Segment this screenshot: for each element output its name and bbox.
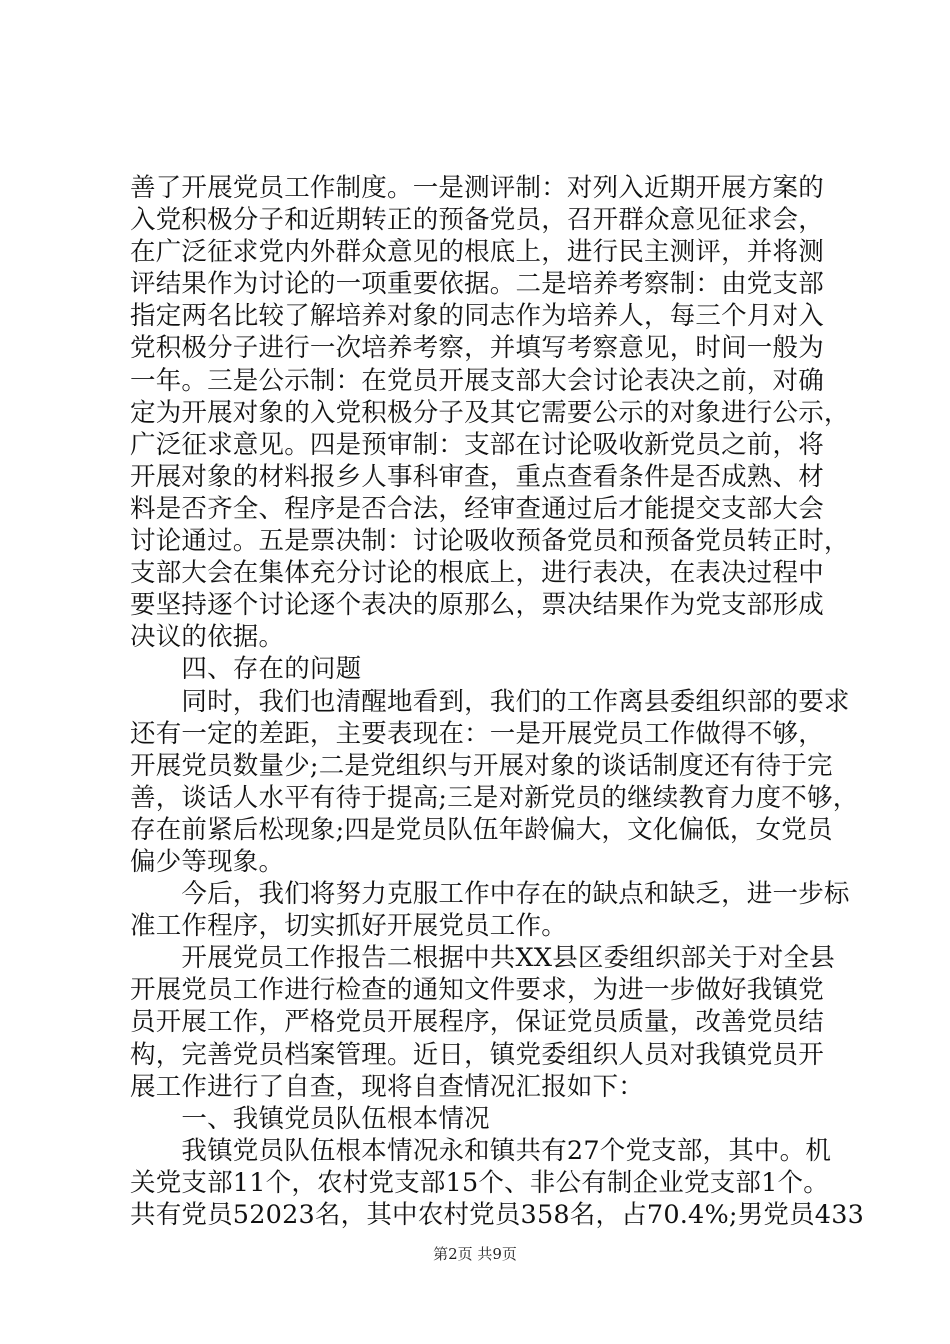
document-body [130, 172, 865, 1231]
text-line: 存在前紧后松现象;四是党员队伍年龄偏大，文化偏低，女党员 [130, 814, 833, 845]
text-line: 一年。三是公示制：在党员开展支部大会讨论表决之前，对确 [130, 365, 824, 396]
text-line: 偏少等现象。 [130, 846, 285, 877]
text-line: 今后，我们将努力克服工作中存在的缺点和缺乏，进一步标 [130, 879, 850, 910]
text-line: 善了开展党员工作制度。一是测评制：对列入近期开展方案的 [130, 173, 824, 203]
text-line: 定为开展对象的入党积极分子及其它需要公示的对象进行公示， [130, 397, 850, 428]
text-line: 入党积极分子和近期转正的预备党员，召开群众意见征求会， [130, 205, 824, 236]
text-line: 党积极分子进行一次培养考察，并填写考察意见，时间一般为 [130, 333, 824, 364]
text-line: 指定两名比较了解培养对象的同志作为培养人，每三个月对入 [130, 301, 824, 332]
text-line: 开展党员工作报告二根据中共XX县区委组织部关于对全县 [130, 943, 835, 974]
text-line: 善，谈话人水平有待于提高;三是对新党员的继续教育力度不够， [130, 782, 859, 813]
text-line: 在广泛征求党内外群众意见的根底上，进行民主测评，并将测 [130, 237, 824, 268]
text-line: 关党支部11个，农村党支部15个、非公有制企业党支部1个。 [130, 1167, 829, 1198]
text-line: 讨论通过。五是票决制：讨论吸收预备党员和预备党员转正时， [130, 526, 850, 557]
text-line: 同时，我们也清醒地看到，我们的工作离县委组织部的要求 [130, 686, 850, 717]
text-line: 员开展工作，严格党员开展程序，保证党员质量，改善党员结 [130, 1007, 824, 1038]
text-line: 还有一定的差距，主要表现在：一是开展党员工作做得不够， [130, 718, 824, 749]
section-heading: 四、存在的问题 [130, 654, 362, 685]
text-line: 评结果作为讨论的一项重要依据。二是培养考察制：由党支部 [130, 269, 824, 300]
text-line: 开展党员工作进行检查的通知文件要求，为进一步做好我镇党 [130, 975, 824, 1006]
text-line: 共有党员52023名，其中农村党员358名，占70.4%;男党员433 [130, 1200, 865, 1230]
text-line: 我镇党员队伍根本情况永和镇共有27个党支部，其中。机 [130, 1135, 832, 1166]
text-line: 要坚持逐个讨论逐个表决的原那么，票决结果作为党支部形成 [130, 590, 824, 621]
text-line: 开展党员数量少;二是党组织与开展对象的谈话制度还有待于完 [130, 750, 833, 781]
section-heading: 一、我镇党员队伍根本情况 [130, 1103, 490, 1134]
text-line: 支部大会在集体充分讨论的根底上，进行表决，在表决过程中 [130, 558, 824, 589]
text-line: 构，完善党员档案管理。近日，镇党委组织人员对我镇党员开 [130, 1039, 824, 1070]
page-number-footer: 第2页 共9页 [433, 1245, 517, 1263]
text-line: 料是否齐全、程序是否合法，经审查通过后才能提交支部大会 [130, 493, 824, 524]
text-line: 准工作程序，切实抓好开展党员工作。 [130, 911, 567, 942]
text-line: 开展对象的材料报乡人事科审查，重点查看条件是否成熟、材 [130, 461, 824, 492]
text-line: 展工作进行了自查，现将自查情况汇报如下： [130, 1071, 645, 1102]
text-line: 广泛征求意见。四是预审制：支部在讨论吸收新党员之前，将 [130, 429, 824, 460]
text-line: 决议的依据。 [130, 622, 285, 653]
